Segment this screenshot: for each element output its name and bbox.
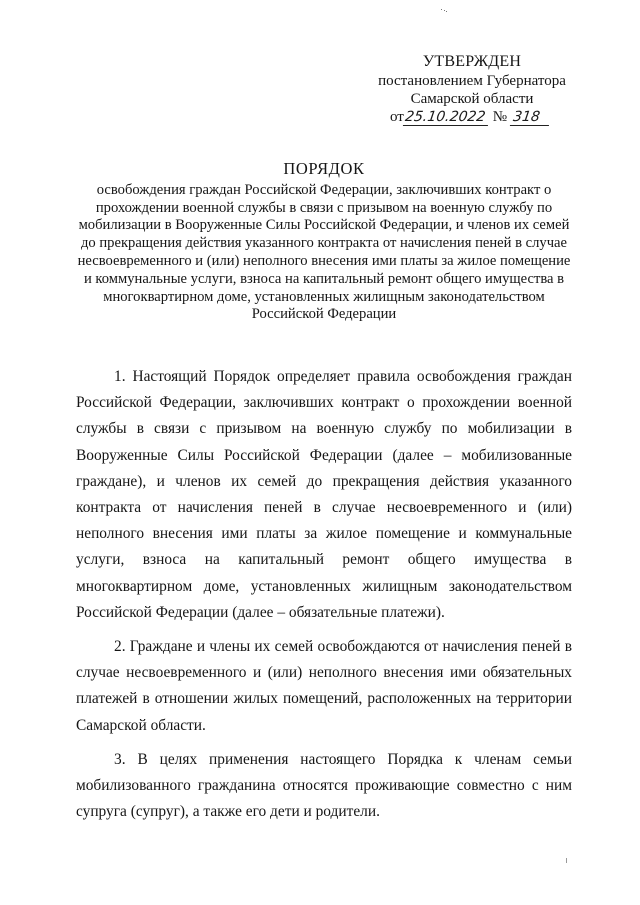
paragraph-1: 1. Настоящий Порядок определяет правила освобождения граждан Российской Федерации, заключивших контракт о прохождении военной службы в связи с призывом на военную службу по мобилизации в Вооруженные Силы Российской Федерации (далее – мобилизованные граждане), и членов их семей до прекращения действия указанного контракта от начисления пеней в случае несвоевременного и (или) неполного внесения ими платы за жилое помещение и коммунальные услуги, взноса на капитальный ремонт общего имущества в многоквартирном доме, установленных жилищным законодательством Российской Федерации (далее – обязательные платежи). (76, 368, 572, 621)
handwritten-number: 318 (510, 110, 551, 126)
approval-heading: УТВЕРЖДЕН (422, 53, 522, 70)
document-subtitle: освобождения граждан Российской Федерации, заключивших контракт о прохождении военной службы в связи с призывом на военную службу по мобилизации в Вооруженные Силы Российской Федерации, и членов их семей до прекращения действия указанного контракта от начисления пеней в случае несвоевременного и (или) неполного внесения ими платы за жилое помещение и коммунальные услуги, взноса на капитальный ремонт общего имущества в многоквартирном доме, установленных жилищным законодательством Российской Федерации (77, 181, 571, 323)
scan-speck (441, 9, 447, 12)
document-title: ПОРЯДОК (283, 159, 365, 178)
approval-date-line (372, 108, 572, 126)
paragraph-3: 3. В целях применения настоящего Порядка к членам семьи мобилизованного гражданина относятся проживающие совместно с ним супруга (супруг), а также его дети и родители. (76, 750, 572, 821)
scan-mark (566, 858, 567, 863)
approval-stamp (372, 53, 572, 126)
document-body (76, 364, 572, 833)
date-prefix: от (390, 109, 404, 125)
approval-line-2: Самарской области (410, 91, 534, 107)
number-prefix: № (492, 109, 508, 125)
paragraph-2: 2. Граждане и члены их семей освобождаются от начисления пеней в случае несвоевременного и (или) неполного внесения ими обязательных платежей в отношении жилых помещений, расположенных на территории Самарской области. (76, 638, 572, 734)
document-title-block (76, 160, 572, 324)
approval-line-1: постановлением Губернатора (378, 73, 566, 89)
handwritten-date: 25.10.2022 (403, 110, 490, 126)
